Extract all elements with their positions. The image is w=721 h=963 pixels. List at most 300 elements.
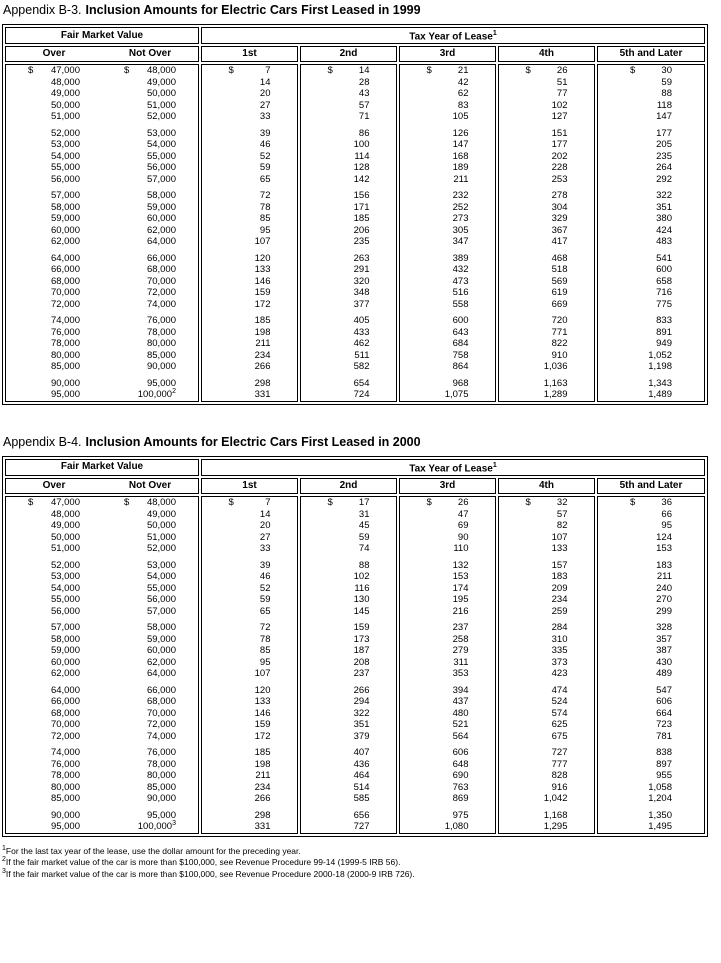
amount-value: 52,000 (146, 111, 176, 123)
amount-value: 100,000$^2$ (137, 388, 176, 401)
amount-value: 49,000 (50, 520, 80, 532)
not-over-value (102, 162, 198, 174)
amount-line (598, 759, 704, 771)
over-value (6, 793, 102, 805)
over-value (6, 606, 102, 618)
amount-value: 279 (452, 645, 469, 657)
amount-value: 82 (556, 520, 568, 532)
amount-line (598, 88, 704, 100)
amount-line (598, 696, 704, 708)
fmv-row-line (6, 276, 198, 288)
amount-value: 110 (453, 543, 469, 555)
fmv-row-line (6, 350, 198, 362)
not-over-value (102, 299, 198, 311)
row-group (6, 253, 198, 311)
year-2nd-header: 2nd (300, 46, 397, 62)
amount-value: 511 (354, 349, 370, 361)
tax-year-column-cell (597, 64, 705, 402)
amount-line (301, 770, 396, 782)
amount-line (598, 225, 704, 237)
row-group (499, 65, 594, 123)
amount-line (400, 708, 495, 720)
over-value (6, 657, 102, 669)
amount-line (499, 520, 594, 532)
amount-value: 80,000 (146, 338, 176, 350)
amount-value: 869 (452, 793, 469, 805)
amount-value: 348 (353, 287, 370, 299)
amount-line (400, 264, 495, 276)
amount-value: 90,000 (146, 361, 176, 373)
amount-value: $ 26 (525, 65, 568, 77)
amount-line (499, 657, 594, 669)
amount-line (499, 236, 594, 248)
amount-line (202, 350, 297, 362)
amount-line (202, 264, 297, 276)
amount-value: 897 (656, 758, 672, 770)
not-over-value (102, 225, 198, 237)
not-over-value (102, 622, 198, 634)
over-value (6, 299, 102, 311)
amount-value: 88 (661, 88, 672, 100)
amount-value: 514 (353, 781, 370, 793)
row-group (6, 560, 198, 618)
row-group (499, 810, 594, 833)
amount-value: 74,000 (50, 315, 80, 327)
row-group (301, 497, 396, 555)
tax-year-column-cell (597, 496, 705, 834)
amount-value: 39 (259, 127, 271, 139)
amount-value: 53,000 (146, 559, 176, 571)
row-group (301, 810, 396, 833)
amount-value: 77 (556, 88, 568, 100)
appendix-b3-section (2, 3, 716, 405)
amount-line (400, 782, 495, 794)
amount-value: 1,289 (543, 389, 568, 401)
row-group (301, 378, 396, 401)
over-value (6, 327, 102, 339)
row-group (6, 685, 198, 743)
amount-value: 49,000 (146, 508, 176, 520)
amount-line (301, 821, 396, 833)
amount-value: 66,000 (146, 252, 176, 264)
amount-value: 116 (354, 582, 370, 594)
amount-line (202, 606, 297, 618)
over-value (6, 583, 102, 595)
amount-value: 68,000 (50, 707, 80, 719)
amount-line (301, 759, 396, 771)
amount-value: 433 (353, 326, 370, 338)
amount-line (598, 782, 704, 794)
amount-line (400, 810, 495, 822)
amount-value: 107 (551, 531, 568, 543)
amount-value: 208 (353, 656, 370, 668)
amount-line (202, 174, 297, 186)
amount-value: 1,350 (648, 809, 672, 821)
amount-value: $ 48,000 (124, 65, 176, 77)
row-group (400, 315, 495, 373)
amount-line (400, 770, 495, 782)
row-group (202, 497, 297, 555)
amount-line (499, 162, 594, 174)
amount-value: 48,000 (50, 508, 80, 520)
amount-line (301, 299, 396, 311)
fmv-row-line (6, 139, 198, 151)
amount-value: 347 (452, 236, 469, 248)
fmv-subheaders (5, 478, 199, 494)
amount-line (301, 645, 396, 657)
fmv-row-line (6, 759, 198, 771)
amount-line (202, 747, 297, 759)
amount-value: 54,000 (146, 571, 176, 583)
amount-value: 656 (353, 809, 370, 821)
amount-value: 72,000 (146, 287, 176, 299)
amount-line (301, 389, 396, 401)
amount-value: 54,000 (50, 150, 80, 162)
dollar-sign: $ (426, 497, 432, 509)
amount-line (499, 719, 594, 731)
row-group (202, 253, 297, 311)
amount-line (598, 236, 704, 248)
amount-value: 430 (656, 656, 672, 668)
amount-value: 102 (551, 99, 568, 111)
amount-value: 205 (656, 139, 672, 151)
amount-value: 684 (452, 338, 469, 350)
amount-value: 675 (551, 730, 568, 742)
amount-value: 252 (452, 201, 469, 213)
amount-line (400, 793, 495, 805)
amount-value: 107 (254, 668, 271, 680)
fmv-row-line (6, 543, 198, 555)
footnote-text: If the fair market value of the car is more than $100,000, see Revenue Procedure 99-14 (1999-5 IRB 56). (5, 857, 401, 868)
amount-value: 263 (353, 252, 370, 264)
amount-value: 489 (656, 668, 672, 680)
footnote-marker: 1 (2, 844, 6, 852)
amount-value: 68,000 (146, 696, 176, 708)
amount-value: 387 (656, 645, 672, 657)
row-group (301, 315, 396, 373)
not-over-value (102, 174, 198, 186)
amount-value: 198 (254, 326, 271, 338)
not-over-value (102, 759, 198, 771)
row-group (6, 378, 198, 401)
amount-line (400, 571, 495, 583)
row-group (499, 128, 594, 186)
amount-line (301, 583, 396, 595)
not-over-header: Not Over (128, 480, 172, 492)
amount-value: 56,000 (146, 162, 176, 174)
amount-value: 53,000 (146, 127, 176, 139)
amount-line (301, 139, 396, 151)
amount-line (202, 543, 297, 555)
amount-value: 185 (254, 315, 271, 327)
amount-value: $ 7 (228, 65, 271, 77)
amount-value: 304 (551, 201, 568, 213)
amount-value: 56,000 (146, 594, 176, 606)
year-1st-header: 1st (201, 478, 298, 494)
amount-value: 664 (656, 707, 672, 719)
over-value (6, 100, 102, 112)
fmv-row-line (6, 793, 198, 805)
amount-value: 133 (551, 543, 568, 555)
amount-value: 298 (254, 809, 271, 821)
amount-line (301, 111, 396, 123)
amount-value: 45 (358, 520, 370, 532)
amount-value: 153 (452, 571, 469, 583)
footnotes (2, 844, 716, 879)
amount-value: 723 (656, 719, 672, 731)
amount-value: 59 (358, 531, 370, 543)
amount-value: 28 (358, 76, 370, 88)
amount-value: 322 (656, 190, 672, 202)
amount-line (499, 327, 594, 339)
amount-value: 31 (358, 508, 370, 520)
amount-value: 55,000 (146, 582, 176, 594)
amount-value: 916 (551, 781, 568, 793)
amount-line (598, 497, 704, 509)
amount-value: 910 (551, 349, 568, 361)
amount-line (202, 128, 297, 140)
amount-value: 177 (656, 127, 672, 139)
amount-line (598, 128, 704, 140)
amount-value: 377 (353, 298, 370, 310)
not-over-value (102, 327, 198, 339)
not-over-header: Not Over (128, 48, 172, 60)
amount-value: 78,000 (146, 326, 176, 338)
fmv-row-line (6, 389, 198, 401)
amount-line (400, 77, 495, 89)
over-value (6, 77, 102, 89)
over-header: Over (42, 48, 66, 60)
amount-value: 66,000 (50, 264, 80, 276)
amount-value: $ 32 (525, 497, 568, 509)
over-value (6, 128, 102, 140)
amount-value: 606 (452, 747, 469, 759)
amount-value: 39 (259, 559, 271, 571)
amount-line (400, 361, 495, 373)
tax-year-label: Tax Year of Lease (409, 463, 493, 475)
over-value (6, 162, 102, 174)
amount-line (499, 759, 594, 771)
amount-line (499, 276, 594, 288)
amount-line (598, 810, 704, 822)
amount-value: 105 (452, 111, 469, 123)
not-over-value (102, 696, 198, 708)
fmv-row-line (6, 287, 198, 299)
amount-line (598, 821, 704, 833)
amount-line (499, 100, 594, 112)
amount-value: 775 (656, 298, 672, 310)
amount-value: 49,000 (50, 88, 80, 100)
amount-value: 126 (452, 127, 469, 139)
amount-line (598, 389, 704, 401)
amount-value: 437 (452, 696, 469, 708)
amount-line (499, 583, 594, 595)
amount-line (499, 389, 594, 401)
amount-value: 50,000 (146, 520, 176, 532)
year-3rd-header: 3rd (399, 46, 496, 62)
amount-value: $ 30 (630, 65, 672, 77)
amount-value: 228 (551, 162, 568, 174)
row-group (6, 810, 198, 833)
amount-line (499, 606, 594, 618)
fmv-row-line (6, 151, 198, 163)
amount-line (400, 65, 495, 77)
amount-value: 74,000 (50, 747, 80, 759)
not-over-value (102, 65, 198, 77)
amount-line (598, 583, 704, 595)
tax-year-group-header (201, 27, 705, 44)
amount-value: 142 (353, 173, 370, 185)
amount-value: 46 (259, 139, 271, 151)
amount-line (499, 338, 594, 350)
amount-value: 47 (457, 508, 469, 520)
amount-line (301, 793, 396, 805)
amount-value: 211 (255, 338, 271, 350)
not-over-value (102, 657, 198, 669)
row-group (301, 747, 396, 805)
amount-value: 1,198 (648, 361, 672, 373)
amount-value: 80,000 (50, 781, 80, 793)
fmv-row-line (6, 190, 198, 202)
not-over-value (102, 793, 198, 805)
amount-value: 351 (353, 719, 370, 731)
row-group (499, 685, 594, 743)
amount-line (499, 253, 594, 265)
amount-line (499, 668, 594, 680)
amount-value: 311 (453, 656, 469, 668)
amount-line (598, 645, 704, 657)
over-value (6, 520, 102, 532)
amount-value: 90,000 (50, 377, 80, 389)
not-over-value (102, 88, 198, 100)
amount-value: 727 (551, 747, 568, 759)
row-group (6, 65, 198, 123)
amount-line (301, 225, 396, 237)
amount-line (400, 139, 495, 151)
amount-value: 66,000 (50, 696, 80, 708)
amount-value: 436 (353, 758, 370, 770)
amount-line (202, 111, 297, 123)
amount-line (301, 520, 396, 532)
amount-value: 1,168 (543, 809, 568, 821)
footnote-1 (2, 844, 716, 856)
amount-line (499, 571, 594, 583)
amount-line (598, 299, 704, 311)
amount-value: 80,000 (146, 770, 176, 782)
amount-value: 171 (353, 201, 370, 213)
not-over-value (102, 497, 198, 509)
amount-value: 524 (551, 696, 568, 708)
amount-value: 211 (255, 770, 271, 782)
amount-value: 234 (254, 781, 271, 793)
row-group (202, 128, 297, 186)
amount-value: 1,343 (648, 377, 672, 389)
amount-line (400, 509, 495, 521)
amount-line (400, 747, 495, 759)
row-group (301, 253, 396, 311)
amount-value: 120 (254, 684, 271, 696)
row-group (400, 685, 495, 743)
amount-value: 74,000 (146, 298, 176, 310)
over-value (6, 111, 102, 123)
amount-line (202, 594, 297, 606)
not-over-value (102, 571, 198, 583)
amount-line (400, 668, 495, 680)
over-value (6, 213, 102, 225)
amount-line (400, 543, 495, 555)
amount-value: 70,000 (146, 707, 176, 719)
amount-value: 57,000 (146, 173, 176, 185)
amount-value: 72 (259, 190, 271, 202)
amount-line (400, 560, 495, 572)
amount-line (400, 338, 495, 350)
amount-value: 235 (656, 150, 672, 162)
row-group (400, 253, 495, 311)
amount-line (400, 378, 495, 390)
amount-value: 55,000 (146, 150, 176, 162)
fmv-row-line (6, 162, 198, 174)
amount-value: 57,000 (50, 622, 80, 634)
row-group (202, 747, 297, 805)
fmv-row-line (6, 88, 198, 100)
fmv-row-line (6, 668, 198, 680)
amount-value: 474 (551, 684, 568, 696)
amount-value: 600 (452, 315, 469, 327)
amount-line (598, 190, 704, 202)
amount-value: 56,000 (50, 173, 80, 185)
amount-value: 159 (254, 719, 271, 731)
amount-value: 130 (353, 594, 370, 606)
row-group (598, 622, 704, 680)
row-group (400, 190, 495, 248)
amount-line (400, 685, 495, 697)
fmv-row-line (6, 100, 198, 112)
amount-value: 331 (254, 389, 271, 401)
amount-value: 78 (259, 201, 271, 213)
row-group (301, 685, 396, 743)
amount-value: 56,000 (50, 605, 80, 617)
amount-value: 78,000 (50, 770, 80, 782)
amount-value: 51,000 (50, 111, 80, 123)
amount-line (499, 213, 594, 225)
not-over-value (102, 361, 198, 373)
amount-line (301, 338, 396, 350)
amount-value: 351 (656, 201, 672, 213)
row-group (301, 65, 396, 123)
amount-value: 157 (551, 559, 568, 571)
row-group (202, 685, 297, 743)
over-value (6, 634, 102, 646)
amount-line (499, 65, 594, 77)
amount-line (301, 151, 396, 163)
amount-value: 273 (452, 213, 469, 225)
amount-line (499, 645, 594, 657)
over-value (6, 264, 102, 276)
amount-value: 955 (656, 770, 672, 782)
amount-value: 120 (254, 252, 271, 264)
over-value (6, 543, 102, 555)
amount-line (499, 350, 594, 362)
over-value (6, 190, 102, 202)
amount-value: 643 (452, 326, 469, 338)
row-group (598, 810, 704, 833)
amount-value: 407 (353, 747, 370, 759)
amount-line (301, 276, 396, 288)
header-row-groups (5, 459, 705, 476)
row-group (6, 622, 198, 680)
amount-value: 781 (656, 730, 672, 742)
over-value (6, 668, 102, 680)
